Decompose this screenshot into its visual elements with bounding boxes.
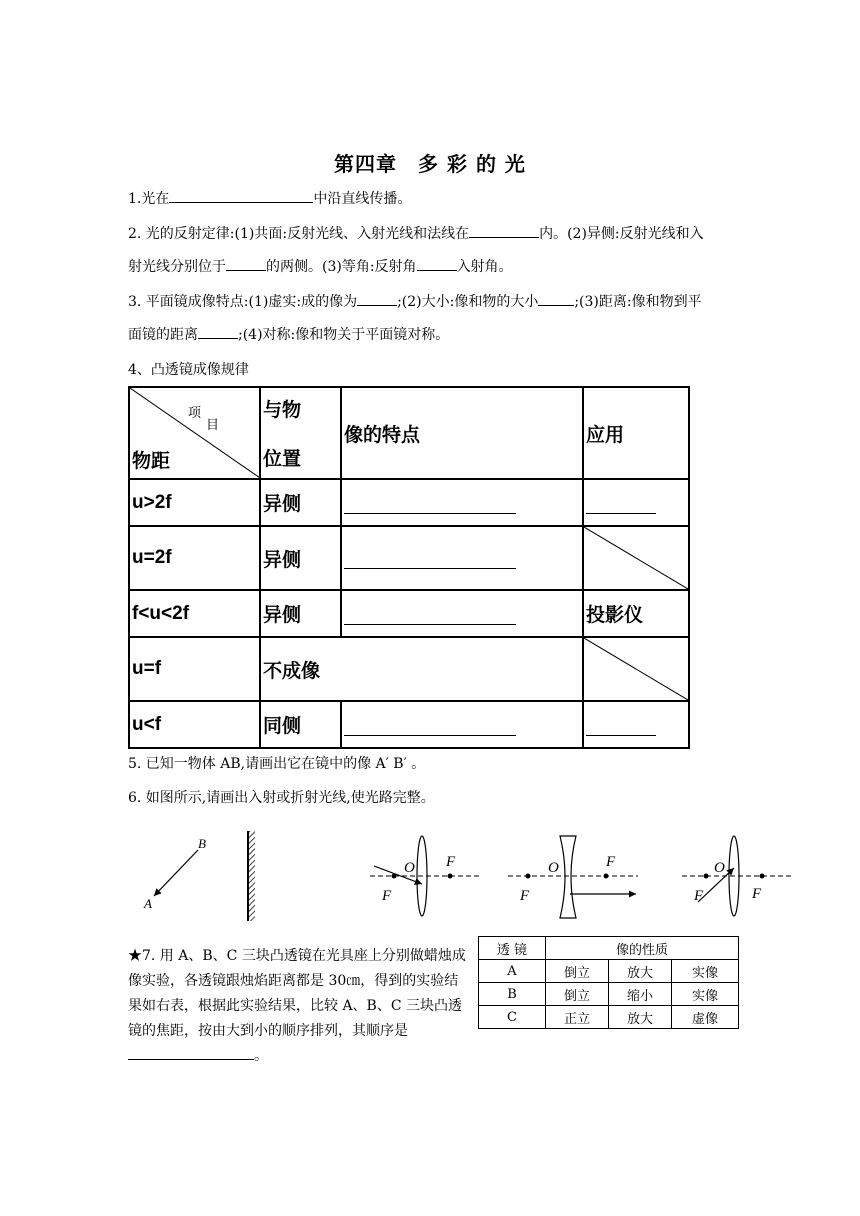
row-feature-blank[interactable]	[341, 701, 583, 748]
question-1	[128, 183, 738, 216]
small-cell: 虚像	[672, 1006, 739, 1029]
q1-suffix: 中沿直线传播。	[313, 191, 412, 207]
row-app-crossed	[583, 526, 689, 590]
row-app-crossed	[583, 637, 689, 701]
q2-blank-1[interactable]	[469, 222, 539, 238]
row-position: 异侧	[260, 590, 341, 637]
label-f: F	[752, 886, 762, 902]
header-position	[260, 387, 341, 479]
label-o: O	[548, 860, 559, 876]
small-cell: 正立	[546, 1006, 609, 1029]
small-header-lens: 透 镜	[479, 937, 546, 960]
row-app-blank[interactable]	[583, 701, 689, 748]
header-position-line2: 位置	[263, 449, 302, 470]
q3-blank-2[interactable]	[538, 290, 574, 306]
q2-blank-3[interactable]	[417, 255, 457, 271]
q1-blank[interactable]	[169, 187, 313, 203]
q2-blank-2[interactable]	[226, 255, 266, 271]
q2-text: 内。(2)异侧:反射光线和入	[539, 226, 704, 242]
label-o: O	[404, 860, 415, 876]
row-app-blank[interactable]	[583, 479, 689, 526]
q7-blank[interactable]	[128, 1044, 254, 1060]
q3-blank-1[interactable]	[357, 290, 397, 306]
q3-blank-3[interactable]	[198, 323, 238, 339]
lens-imaging-table	[128, 386, 690, 749]
small-cell: 实像	[672, 983, 739, 1006]
row-feature-blank[interactable]	[341, 590, 583, 637]
question-5: 5. 已知一物体 AB,请画出它在镜中的像 A′ B′ 。	[128, 756, 426, 772]
small-cell: 实像	[672, 960, 739, 983]
q3-text: 3. 平面镜成像特点:(1)虚实:成的像为	[128, 294, 358, 310]
question-2	[128, 218, 738, 284]
q3-text: ;(2)大小:像和物的大小	[397, 294, 539, 310]
row-position: 异侧	[260, 526, 341, 590]
small-cell: 放大	[609, 1006, 672, 1029]
q2-text: 2. 光的反射定律:(1)共面:反射光线、入射光线和法线在	[128, 226, 470, 242]
convex-lens-figure-2	[682, 836, 792, 916]
question-4-title: 4、凸透镜成像规律	[128, 362, 249, 378]
header-item-label: 项	[188, 405, 202, 420]
row-position: 异侧	[260, 479, 341, 526]
lens-result-table	[478, 936, 739, 1029]
q7-end: 。	[254, 1048, 268, 1064]
small-header-property: 像的性质	[546, 937, 739, 960]
mirror-hatch	[248, 831, 255, 921]
row-feature-blank[interactable]	[341, 526, 583, 590]
concave-lens	[560, 836, 576, 918]
small-cell: 倒立	[546, 983, 609, 1006]
row-application: 投影仪	[583, 590, 689, 637]
small-cell: 倒立	[546, 960, 609, 983]
q3-text: ;(3)距离:像和物到平	[574, 294, 702, 310]
object-ab-arrow	[154, 850, 198, 896]
label-f: F	[694, 888, 704, 904]
convex-lens-figure-1	[370, 836, 480, 916]
row-no-image: 不成像	[260, 637, 583, 701]
row-u-value: u>2f	[129, 479, 260, 526]
row-u-value: u<f	[129, 701, 260, 748]
row-u-value: u=2f	[129, 526, 260, 590]
label-f: F	[446, 854, 456, 870]
small-cell: A	[479, 960, 546, 983]
optics-figures	[130, 826, 800, 926]
question-7	[128, 944, 468, 1069]
q2-text: 的两侧。(3)等角:反射角	[266, 259, 417, 275]
small-cell: 缩小	[609, 983, 672, 1006]
header-distance-label: 物距	[132, 451, 171, 472]
header-item-label: 目	[206, 417, 220, 432]
table-header-diagonal-cell	[129, 387, 260, 479]
q7-text: ★7. 用 A、B、C 三块凸透镜在光具座上分别做蜡烛成像实验，各透镜跟烛焰距离都是 30㎝，得到的实验结果如右表，根据此实验结果，比较 A、B、C 三块凸透镜的焦距，按由大到小的顺序排列，其顺序是	[128, 948, 466, 1039]
q3-text: 面镜的距离	[128, 327, 198, 343]
small-cell: B	[479, 983, 546, 1006]
label-a: A	[144, 896, 152, 911]
label-f: F	[382, 888, 392, 904]
label-f: F	[606, 854, 616, 870]
page-title: 第四章 多 彩 的 光	[334, 152, 526, 176]
small-cell: C	[479, 1006, 546, 1029]
q3-text: ;(4)对称:像和物关于平面镜对称。	[238, 327, 450, 343]
mirror-figure	[143, 831, 255, 921]
small-cell: 放大	[609, 960, 672, 983]
row-feature-blank[interactable]	[341, 479, 583, 526]
q2-text: 入射角。	[456, 259, 513, 275]
label-o: O	[714, 860, 725, 876]
question-6: 6. 如图所示,请画出入射或折射光线,使光路完整。	[128, 790, 435, 806]
header-image-features: 像的特点	[341, 387, 583, 479]
concave-lens-figure	[508, 836, 638, 918]
question-3	[128, 286, 738, 352]
header-application: 应用	[583, 387, 689, 479]
row-u-value: f<u<2f	[129, 590, 260, 637]
row-u-value: u=f	[129, 637, 260, 701]
label-b: B	[198, 836, 206, 851]
q2-text: 射光线分别位于	[128, 259, 226, 275]
label-f: F	[520, 888, 530, 904]
header-position-line1: 与物	[263, 400, 302, 421]
q1-prefix: 1.光在	[128, 191, 170, 207]
row-position: 同侧	[260, 701, 341, 748]
